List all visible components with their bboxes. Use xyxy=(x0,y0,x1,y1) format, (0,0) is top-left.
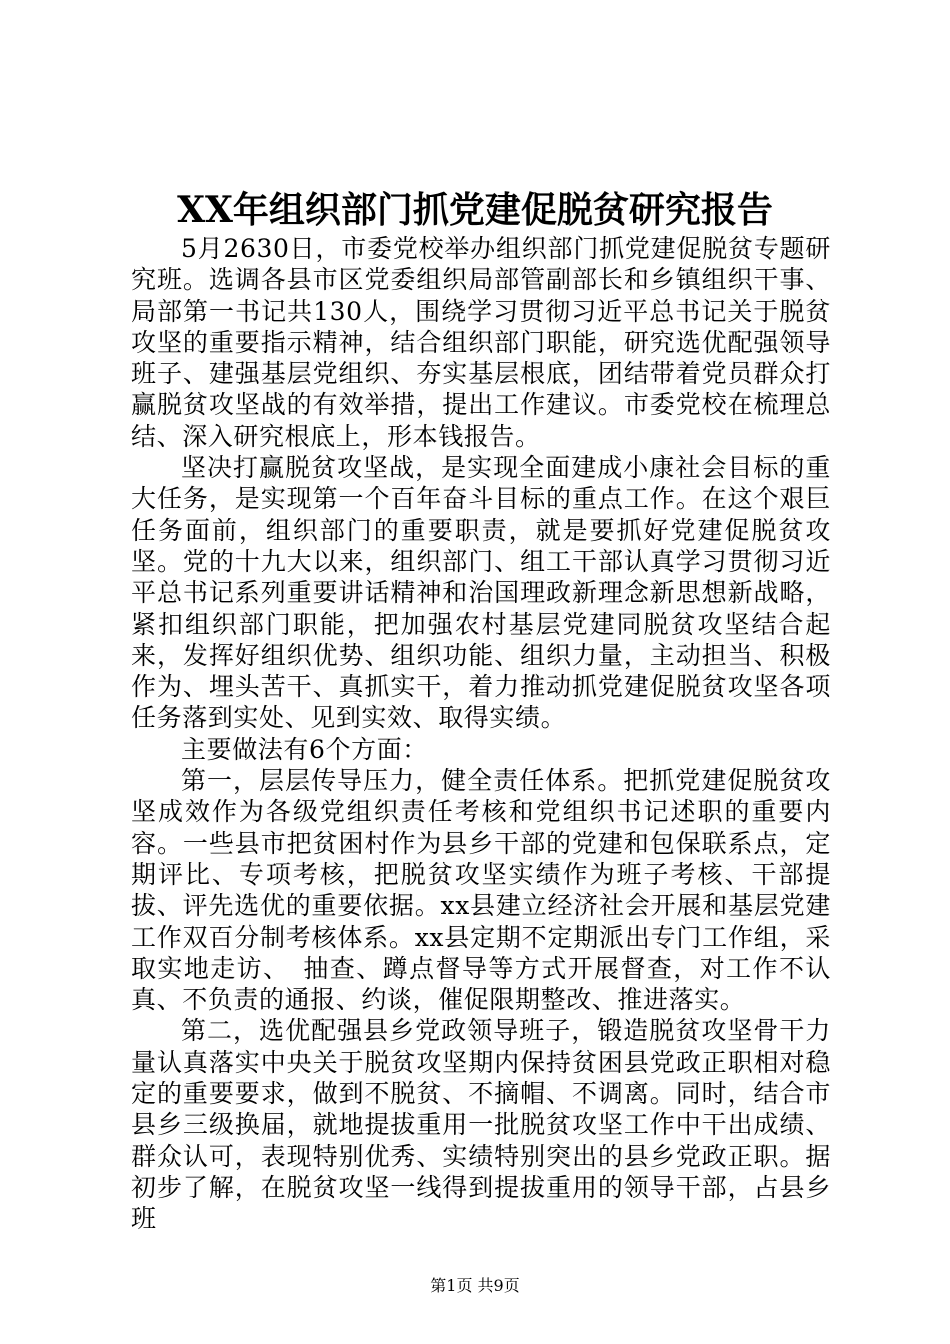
paragraph-intro: 5月2630日，市委党校举办组织部门抓党建促脱贫专题研究班。选调各县市区党委组织局部管副部长和乡镇组织干事、局部第一书记共130人，围绕学习贯彻习近平总书记关于脱贫攻坚的重要指示精神，结合组织部门职能，研究选优配强领导班子、建强基层党组织、夯实基层根底，团结带着党员群众打赢脱贫攻坚战的有效举措，提出工作建议。市委党校在梳理总结、深入研究根底上，形本钱报告。 xyxy=(131,234,831,451)
paragraph-method-second: 第二，选优配强县乡党政领导班子，锻造脱贫攻坚骨干力量认真落实中央关于脱贫攻坚期内保持贫困县党政正职相对稳定的重要要求，做到不脱贫、不摘帽、不调离。同时，结合市县乡三级换届，就地提拔重用一批脱贫攻坚工作中干出成绩、群众认可，表现特别优秀、实绩特别突出的县乡党政正职。据初步了解，在脱贫攻坚一线得到提拔重用的领导干部，占县乡班 xyxy=(131,1016,831,1234)
paragraph-methods-heading: 主要做法有6个方面： xyxy=(181,734,428,764)
page-number-footer: 第1页 共9页 xyxy=(430,1276,520,1295)
document-title: XX年组织部门抓党建促脱贫研究报告 xyxy=(177,189,773,231)
document-body xyxy=(131,233,831,1235)
paragraph-background: 坚决打赢脱贫攻坚战，是实现全面建成小康社会目标的重大任务，是实现第一个百年奋斗目标的重点工作。在这个艰巨任务面前，组织部门的重要职责，就是要抓好党建促脱贫攻坚。党的十九大以来，组织部门、组工干部认真学习贯彻习近平总书记系列重要讲话精神和治国理政新理念新思想新战略，紧扣组织部门职能，把加强农村基层党建同脱贫攻坚结合起来，发挥好组织优势、组织功能、组织力量，主动担当、积极作为、埋头苦干、真抓实干，着力推动抓党建促脱贫攻坚各项任务落到实处、见到实效、取得实绩。 xyxy=(131,453,831,733)
paragraph-method-first: 第一，层层传导压力，健全责任体系。把抓党建促脱贫攻坚成效作为各级党组织责任考核和党组织书记述职的重要内容。一些县市把贫困村作为县乡干部的党建和包保联系点，定期评比、专项考核，把脱贫攻坚实绩作为班子考核、干部提拔、评先选优的重要依据。xx县建立经济社会开展和基层党建工作双百分制考核体系。xx县定期不定期派出专门工作组，采取实地走访、 抽查、蹲点督导等方式开展督查，对工作不认真、不负责的通报、约谈，催促限期整改、推进落实。 xyxy=(131,766,831,1015)
